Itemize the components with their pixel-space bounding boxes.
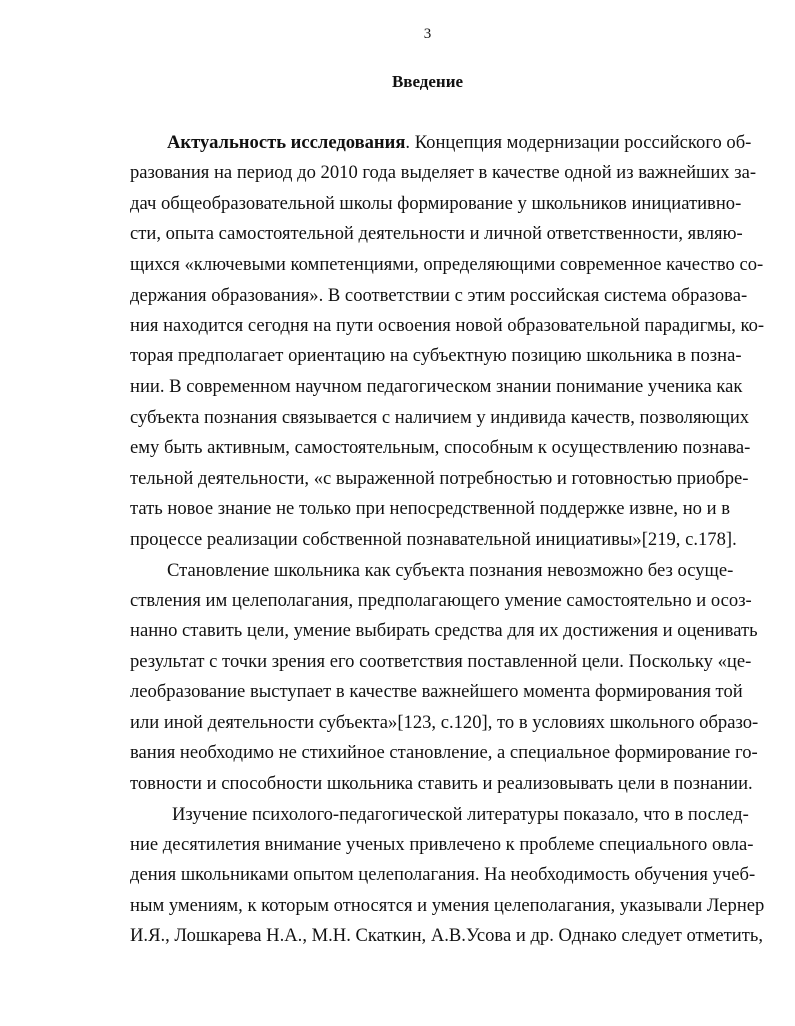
page-number: 3 (423, 26, 432, 42)
paragraph-3-line-1: Изучение психолого-педагогической литературы показало, что в послед- (172, 804, 749, 825)
paragraph-1-line-2: разования на период до 2010 года выделяет в качестве одной из важнейших за- (130, 162, 757, 183)
paragraph-1-line-9: нии. В современном научном педагогическом знании понимание ученика как (130, 376, 743, 397)
paragraph-2-line-1: Становление школьника как субъекта познания невозможно без осуще- (167, 560, 734, 581)
paragraph-1-line-7: ния находится сегодня на пути освоения новой образовательной парадигмы, ко- (130, 315, 765, 336)
paragraph-3-line-3: дения школьниками опытом целеполагания. На необходимость обучения учеб- (130, 864, 756, 885)
paragraph-1-line-1 (167, 132, 752, 153)
paragraph-3-line-2: ние десятилетия внимание ученых привлечено к проблеме специального овла- (130, 834, 754, 855)
paragraph-2-line-5: леобразование выступает в качестве важнейшего момента формирования той (130, 681, 743, 702)
paragraph-2-line-8: товности и способности школьника ставить и реализовывать цели в познании. (130, 773, 753, 794)
paragraph-2-line-6: или иной деятельности субъекта»[123, с.120], то в условиях школьного образо- (130, 712, 759, 733)
paragraph-2-line-4: результат с точки зрения его соответствия поставленной цели. Поскольку «це- (130, 651, 752, 672)
paragraph-1-line-4: сти, опыта самостоятельной деятельности и личной ответственности, являю- (130, 223, 743, 244)
paragraph-1-line-13: тать новое знание не только при непосредственной поддержке извне, но и в (130, 498, 730, 519)
lead-heading: Актуальность исследования (167, 132, 406, 153)
paragraph-1-line-5: щихся «ключевыми компетенциями, определяющими современное качество со- (130, 254, 764, 275)
paragraph-1-line-14: процессе реализации собственной познавательной инициативы»[219, с.178]. (130, 529, 737, 550)
paragraph-3-line-5: И.Я., Лошкарева Н.А., М.Н. Скаткин, А.В.Усова и др. Однако следует отметить, (130, 925, 763, 946)
paragraph-1-line-12: тельной деятельности, «с выраженной потребностью и готовностью приобре- (130, 468, 749, 489)
paragraph-2-line-7: вания необходимо не стихийное становление, а специальное формирование го- (130, 742, 758, 763)
paragraph-2-line-3: нанно ставить цели, умение выбирать средства для их достижения и оценивать (130, 620, 758, 641)
paragraph-1-line-1-text: . Концепция модернизации российского об- (405, 132, 752, 153)
paragraph-3-line-4: ным умениям, к которым относятся и умения целеполагания, указывали Лернер (130, 895, 765, 916)
paragraph-1-line-10: субъекта познания связывается с наличием у индивида качеств, позволяющих (130, 407, 750, 428)
paragraph-1-line-3: дач общеобразовательной школы формирование у школьников инициативно- (130, 193, 742, 214)
paragraph-1-line-8: торая предполагает ориентацию на субъектную позицию школьника в позна- (130, 345, 742, 366)
section-title: Введение (391, 72, 464, 91)
paragraph-2-line-2: ствления им целеполагания, предполагающего умение самостоятельно и осоз- (130, 590, 752, 611)
paragraph-1-line-6: держания образования». В соответствии с этим российская система образова- (130, 285, 748, 306)
paragraph-1-line-11: ему быть активным, самостоятельным, способным к осуществлению познава- (130, 437, 751, 458)
